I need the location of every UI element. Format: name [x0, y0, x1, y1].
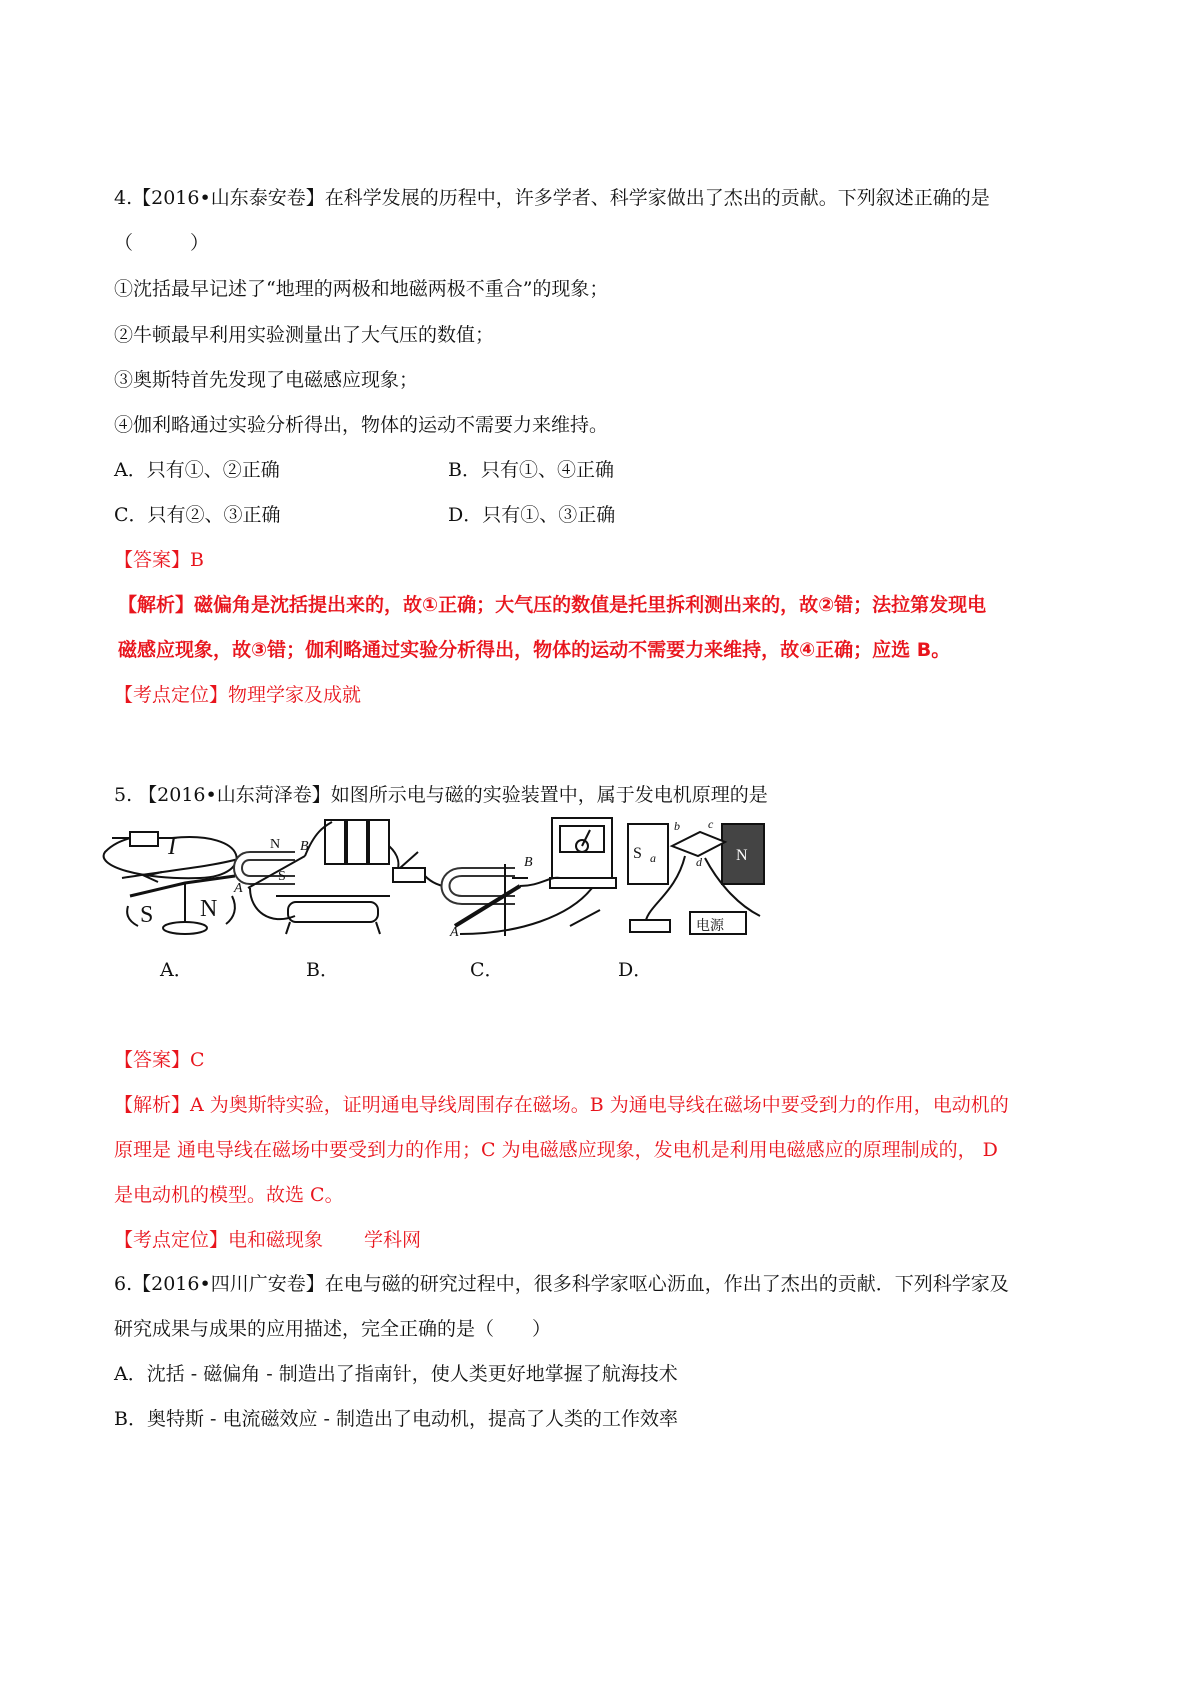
figure-a-current-label: I: [168, 834, 176, 860]
figure-d-d-label: d: [696, 855, 702, 869]
figure-b-s-label: S: [278, 869, 286, 884]
q5-figure-label-b: B．: [306, 959, 339, 981]
q4-blank: （ ）: [114, 232, 210, 254]
q5-analysis-line-2: 原理是 通电导线在磁场中要受到力的作用；C 为电磁感应现象，发电机是利用电磁感应的原理制成的， D: [114, 1139, 998, 1161]
q5-stem: 5. 【2016•山东菏泽卷】如图所示电与磁的实验装置中，属于发电机原理的是: [114, 784, 768, 806]
q5-analysis-line-1: 【解析】A 为奥斯特实验，证明通电导线周围存在磁场。B 为通电导线在磁场中要受到力的作用，电动机的: [114, 1094, 1009, 1116]
q5-figure: [100, 816, 840, 966]
q4-statement-1: ①沈括最早记述了“地理的两极和地磁两极不重合”的现象；: [114, 278, 609, 300]
q6-stem-line-2: 研究成果与成果的应用描述，完全正确的是（ ）: [114, 1318, 552, 1340]
figure-b-a-label: A: [234, 881, 243, 896]
figure-b-motor-principle: [233, 820, 450, 934]
q5-analysis-line-3: 是电动机的模型。故选 C。: [114, 1184, 344, 1206]
q4-option-d: D．只有①、③正确: [448, 504, 616, 526]
q4-analysis-line-2: 磁感应现象，故③错；伽利略通过实验分析得出，物体的运动不需要力来维持，故④正确；应选 B。: [118, 639, 951, 661]
figure-d-s-label: S: [633, 845, 642, 862]
q4-statement-2: ②牛顿最早利用实验测量出了大气压的数值；: [114, 324, 495, 346]
figure-d-a-label: a: [650, 851, 656, 865]
q5-answer: 【答案】C: [114, 1049, 205, 1071]
q5-figure-label-c: C．: [470, 959, 504, 981]
figure-b-n-label: N: [270, 837, 281, 852]
figure-d-n-label: N: [736, 847, 748, 864]
figure-d-b-label: b: [674, 819, 680, 833]
figure-a-s-label: S: [140, 902, 154, 928]
figure-d-motor-model: [628, 817, 764, 934]
figure-d-c-label: c: [708, 817, 714, 831]
figure-d-power-label: 电源: [696, 919, 724, 934]
q6-option-a: A．沈括 - 磁偏角 - 制造出了指南针，使人类更好地掌握了航海技术: [114, 1363, 678, 1385]
q4-answer: 【答案】B: [114, 549, 204, 571]
q5-point: 【考点定位】电和磁现象: [114, 1229, 324, 1251]
q4-statement-4: ④伽利略通过实验分析得出，物体的运动不需要力来维持。: [114, 414, 609, 436]
q4-stem: 4.【2016•山东泰安卷】在科学发展的历程中，许多学者、科学家做出了杰出的贡献。下列叙述正确的是: [114, 187, 990, 209]
q4-option-a: A．只有①、②正确: [114, 459, 280, 481]
figure-c-b-label: B: [524, 855, 533, 870]
q4-statement-3: ③奥斯特首先发现了电磁感应现象；: [114, 369, 419, 391]
q5-watermark: 学科网: [364, 1229, 422, 1251]
q6-option-b: B．奥特斯 - 电流磁效应 - 制造出了电动机，提高了人类的工作效率: [114, 1408, 678, 1430]
q5-figure-label-d: D．: [618, 959, 653, 981]
figure-a-n-label: N: [200, 896, 218, 922]
q5-figure-label-a: A．: [160, 959, 193, 981]
q4-analysis-line-1: 【解析】磁偏角是沈括提出来的，故①正确；大气压的数值是托里拆利测出来的，故②错；法拉第发现电: [118, 594, 987, 616]
figure-c-a-label: A: [450, 925, 459, 940]
q4-point: 【考点定位】物理学家及成就: [114, 684, 362, 706]
figure-c-generator-principle: [446, 818, 617, 940]
q4-option-b: B．只有①、④正确: [448, 459, 614, 481]
figure-b-b-label: B: [300, 839, 309, 854]
figure-a-oersted-experiment: [104, 832, 248, 934]
q4-option-c: C．只有②、③正确: [114, 504, 281, 526]
q6-stem-line-1: 6.【2016•四川广安卷】在电与磁的研究过程中，很多科学家呕心沥血，作出了杰出的贡献．下列科学家及: [114, 1273, 1009, 1295]
